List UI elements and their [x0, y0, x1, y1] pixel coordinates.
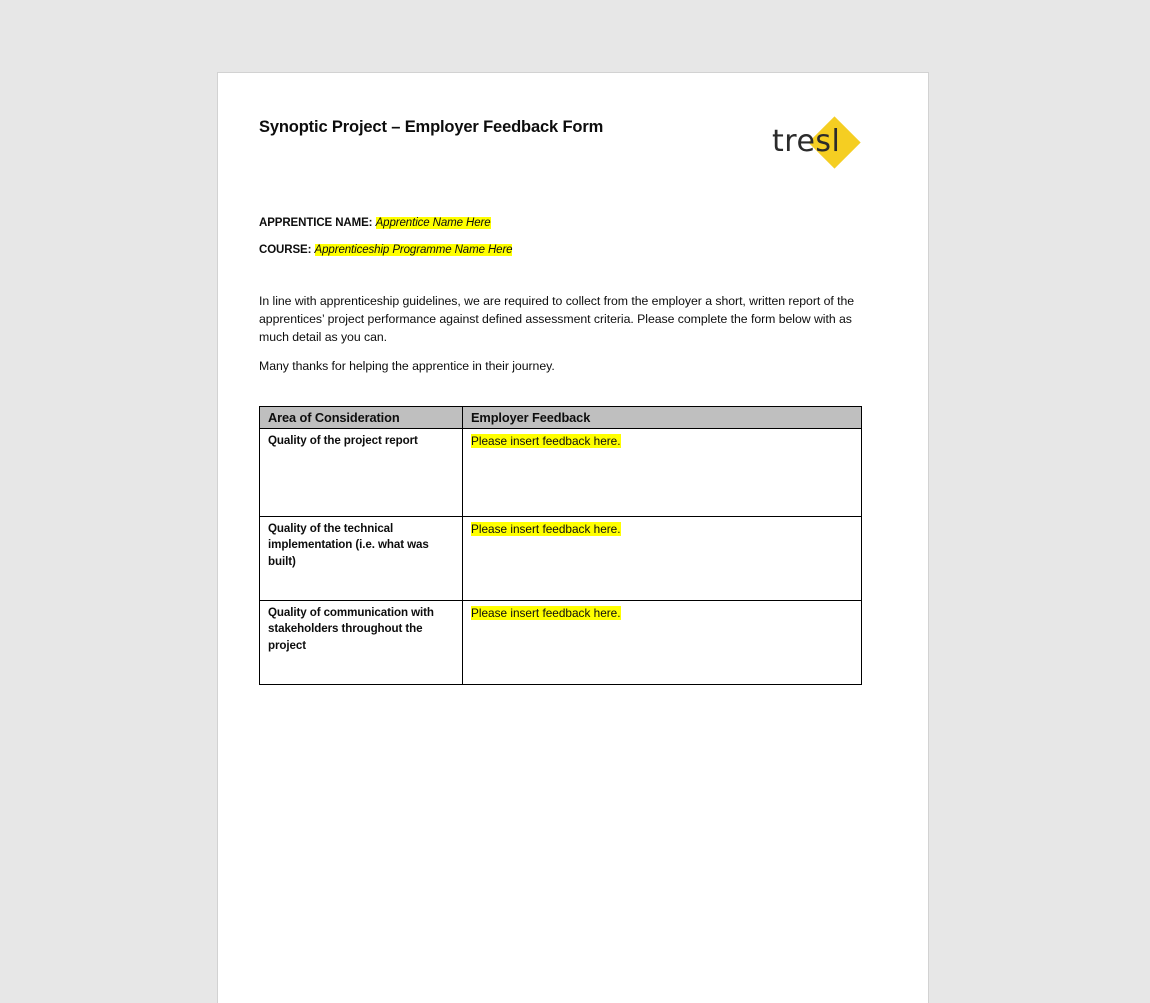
table-row [260, 428, 862, 516]
table-row [260, 516, 862, 600]
feedback-cell-2[interactable] [463, 516, 862, 600]
header-area-of-consideration: Area of Consideration [260, 406, 463, 428]
feedback-placeholder-3[interactable]: Please insert feedback here. [471, 605, 621, 620]
apprentice-name-row [259, 216, 863, 231]
document-content [259, 118, 863, 685]
apprentice-name-label: APPRENTICE NAME: [259, 217, 373, 229]
document-page [218, 73, 928, 1003]
intro-text [259, 292, 863, 375]
logo-wordmark: tresl [772, 124, 841, 159]
document-header [259, 118, 863, 188]
area-cell-3: Quality of communication with stakeholders throughout the project [260, 600, 463, 684]
course-row [259, 243, 863, 258]
feedback-placeholder-1[interactable]: Please insert feedback here. [471, 433, 621, 448]
page-title: Synoptic Project – Employer Feedback Form [259, 118, 604, 136]
tresl-logo [772, 118, 868, 180]
table-header-row [260, 406, 862, 428]
meta-fields [259, 216, 863, 258]
area-cell-2: Quality of the technical implementation (i.e. what was built) [260, 516, 463, 600]
apprentice-name-field[interactable]: Apprentice Name Here [375, 217, 491, 229]
header-employer-feedback: Employer Feedback [463, 406, 862, 428]
feedback-cell-1[interactable] [463, 428, 862, 516]
table-row [260, 600, 862, 684]
course-label: COURSE: [259, 244, 312, 256]
feedback-placeholder-2[interactable]: Please insert feedback here. [471, 521, 621, 536]
intro-paragraph-2: Many thanks for helping the apprentice in their journey. [259, 358, 555, 373]
course-field[interactable]: Apprenticeship Programme Name Here [314, 244, 513, 256]
feedback-cell-3[interactable] [463, 600, 862, 684]
area-cell-1: Quality of the project report [260, 428, 463, 516]
intro-paragraph-1: In line with apprenticeship guidelines, we are required to collect from the employer a short, written report of the apprentices’ project performance against defined assessment criteria. Please complete the form below with as much detail as you can. [259, 294, 855, 345]
feedback-table [259, 406, 862, 685]
